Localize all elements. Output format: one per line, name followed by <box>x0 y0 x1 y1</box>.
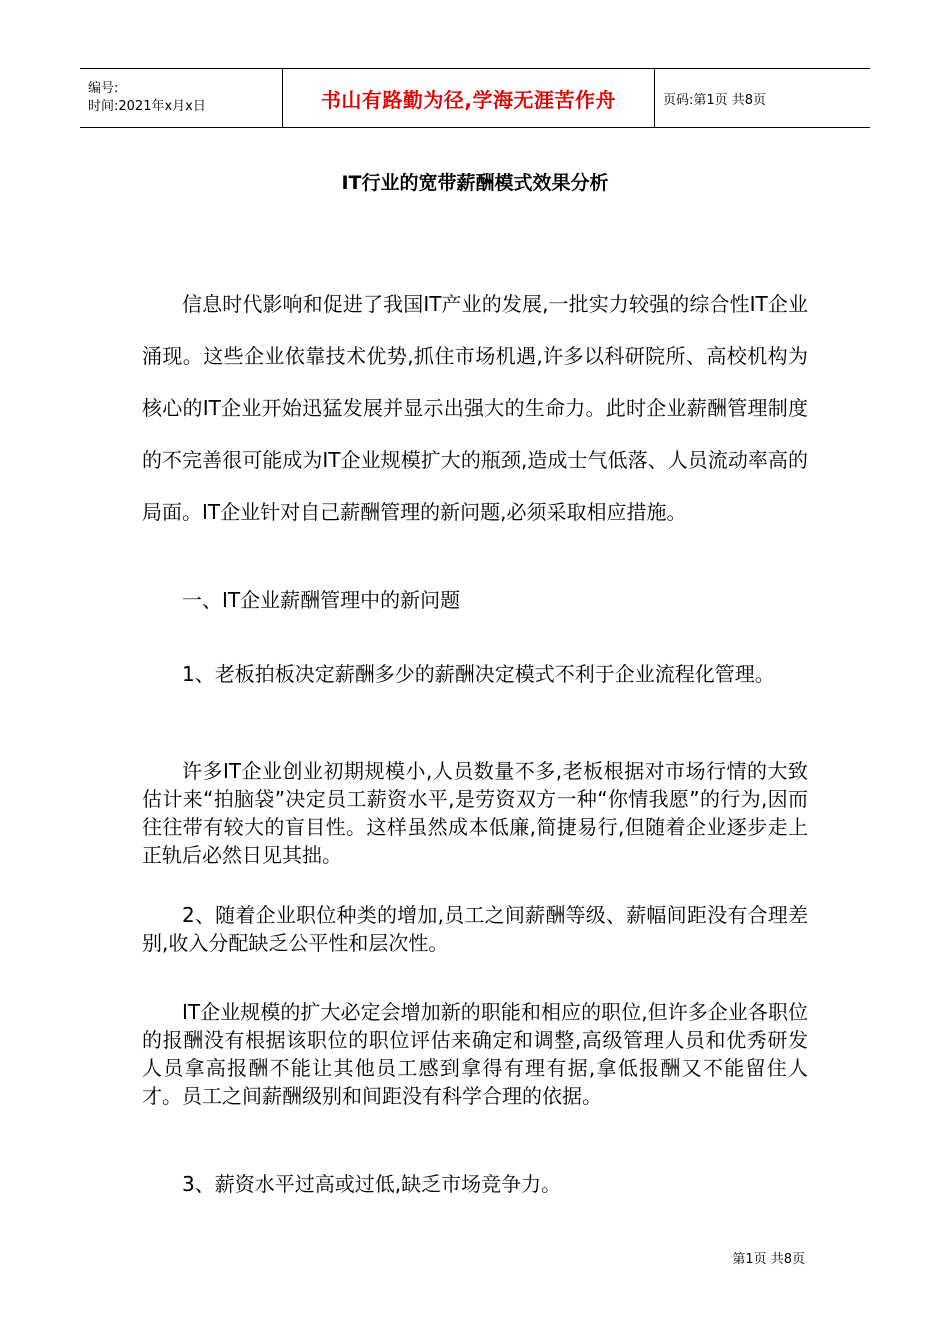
paragraph-1: 许多IT企业创业初期规模小,人员数量不多,老板根据对市场行情的大致估计来“拍脑袋”决定员工薪资水平,是劳资双方一种“你情我愿”的行为,因而往往带有较大的盲目性。这样虽然成本低廉,简捷易行,但随着企业逐步走上正轨后必然日见其拙。 <box>142 759 808 867</box>
paragraph-intro: 信息时代影响和促进了我国IT产业的发展,一批实力较强的综合性IT企业涌现。这些企业依靠技术优势,抓住市场机遇,许多以科研院所、高校机构为核心的IT企业开始迅猛发展并显示出强大的生命力。此时企业薪酬管理制度的不完善很可能成为IT企业规模扩大的瓶颈,造成士气低落、人员流动率高的局面。IT企业针对自己薪酬管理的新问题,必须采取相应措施。 <box>142 292 808 524</box>
subheading-1: 1、老板拍板决定薪酬多少的薪酬决定模式不利于企业流程化管理。 <box>182 662 775 686</box>
header-page-number: 页码:第1页 共8页 <box>663 92 767 108</box>
subheading-3: 3、薪资水平过高或过低,缺乏市场竞争力。 <box>182 1172 562 1196</box>
page-footer: 第1页 共8页 <box>732 1252 805 1267</box>
document-title: IT行业的宽带薪酬模式效果分析 <box>341 172 609 194</box>
header-meta <box>80 69 282 127</box>
section-heading-1: 一、IT企业薪酬管理中的新问题 <box>182 588 461 612</box>
subheading-2: 2、随着企业职位种类的增加,员工之间薪酬等级、薪幅间距没有合理差别,收入分配缺乏公平性和层次性。 <box>142 903 808 955</box>
page-header <box>80 68 870 128</box>
header-motto: 书山有路勤为径,学海无涯苦作舟 <box>282 69 655 127</box>
paragraph-2: IT企业规模的扩大必定会增加新的职能和相应的职位,但许多企业各职位的报酬没有根据该职位的职位评估来确定和调整,高级管理人员和优秀研发人员拿高报酬不能让其他员工感到拿得有理有据,拿低报酬又不能留住人才。员工之间薪酬级别和间距没有科学合理的依据。 <box>142 1000 808 1108</box>
document-number-label: 编号: <box>88 81 119 96</box>
document-time-label: 时间:2021年x月x日 <box>88 99 206 114</box>
